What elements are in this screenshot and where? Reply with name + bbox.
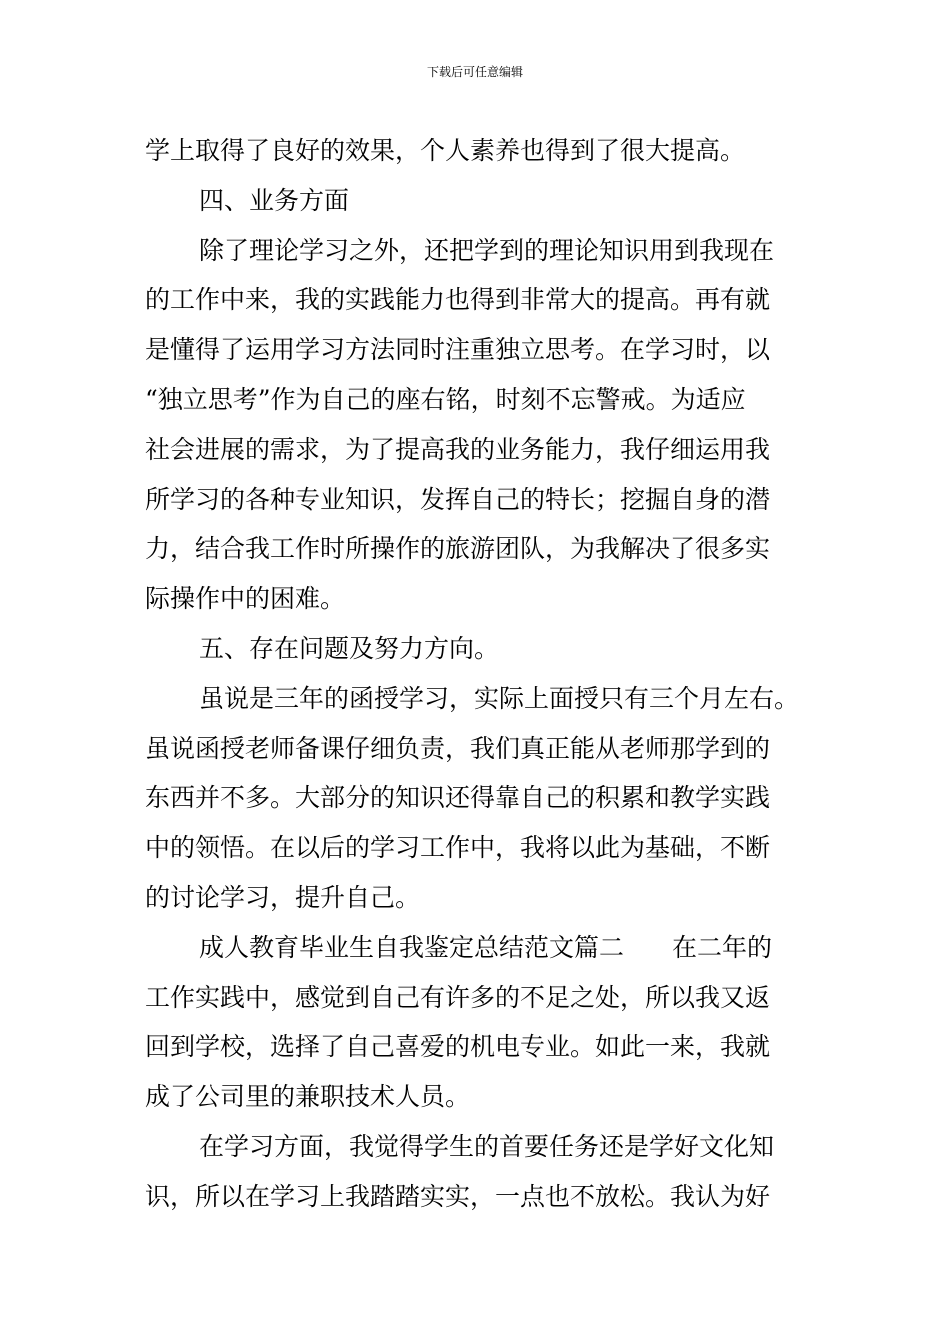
text-line: 东西并不多。大部分的知识还得靠自己的积累和教学实践 xyxy=(145,783,771,813)
section-heading: 四、业务方面 xyxy=(199,185,350,215)
text-line-segment: 在二年的 xyxy=(672,932,773,962)
text-line: 回到学校，选择了自己喜爱的机电专业。如此一来，我就 xyxy=(145,1032,771,1062)
page-header: 下载后可任意编辑 xyxy=(426,65,523,79)
text-line: 在学习方面，我觉得学生的首要任务还是学好文化知 xyxy=(199,1131,775,1161)
text-line: 虽说是三年的函授学习，实际上面授只有三个月左右。 xyxy=(199,683,800,713)
text-line: 力，结合我工作时所操作的旅游团队，为我解决了很多实 xyxy=(145,534,771,564)
text-line: 社会进展的需求，为了提高我的业务能力，我仔细运用我 xyxy=(145,434,771,464)
section-heading: 五、存在问题及努力方向。 xyxy=(199,633,500,663)
text-line: 中的领悟。在以后的学习工作中，我将以此为基础，不断 xyxy=(145,833,771,863)
text-line: 是懂得了运用学习方法同时注重独立思考。在学习时，以 xyxy=(145,335,771,365)
text-line: 的工作中来，我的实践能力也得到非常大的提高。再有就 xyxy=(145,285,771,315)
text-line: 所学习的各种专业知识，发挥自己的特长；挖掘自身的潜 xyxy=(145,484,771,514)
text-line: 际操作中的困难。 xyxy=(145,584,346,614)
text-line: 识，所以在学习上我踏踏实实，一点也不放松。我认为好 xyxy=(145,1181,771,1211)
article-title: 成人教育毕业生自我鉴定总结范文篇二 xyxy=(199,932,625,962)
text-line: 成了公司里的兼职技术人员。 xyxy=(145,1082,471,1112)
text-line: 的讨论学习，提升自己。 xyxy=(145,882,421,912)
article-title-line xyxy=(145,923,815,973)
text-line: 工作实践中，感觉到自己有许多的不足之处，所以我又返 xyxy=(145,982,771,1012)
text-line: 除了理论学习之外，还把学到的理论知识用到我现在 xyxy=(199,235,775,265)
text-line: 学上取得了良好的效果，个人素养也得到了很大提高。 xyxy=(145,136,746,165)
text-line: 虽说函授老师备课仔细负责，我们真正能从老师那学到的 xyxy=(145,733,771,763)
text-line: “独立思考”作为自己的座右铭，时刻不忘警戒。为适应 xyxy=(145,384,746,414)
document-body xyxy=(145,126,815,1222)
